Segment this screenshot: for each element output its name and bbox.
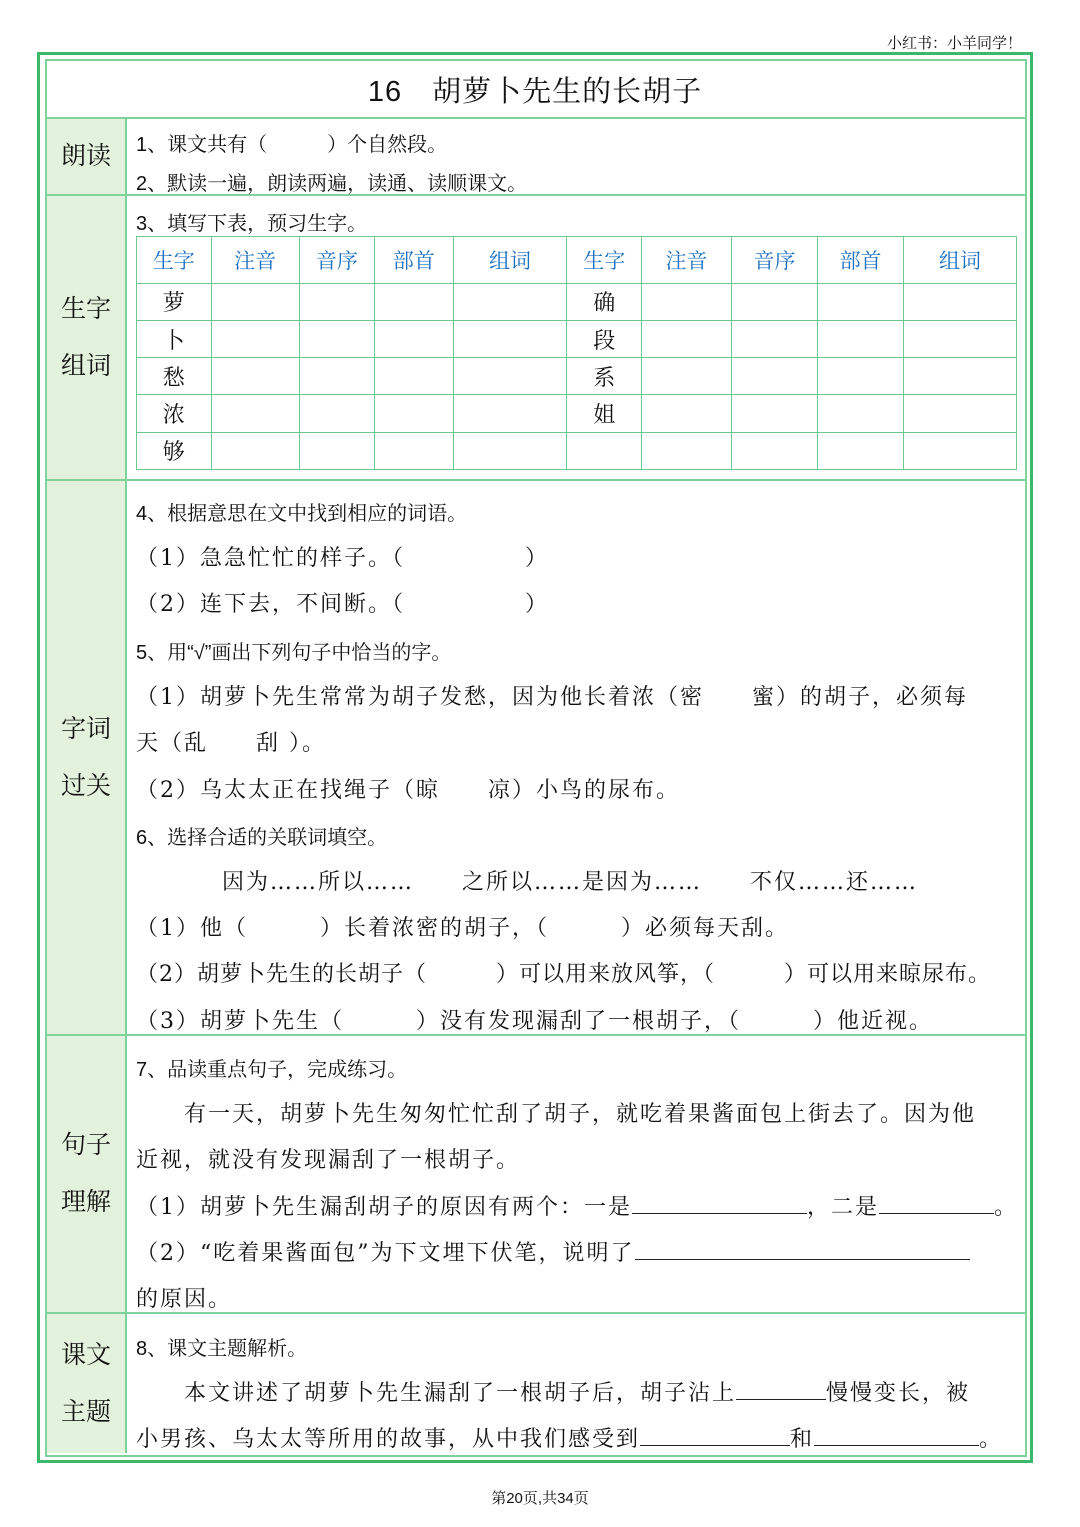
answer-cell[interactable]	[731, 395, 817, 432]
text: 。	[994, 1195, 1019, 1220]
character-cell: 萝	[137, 283, 212, 320]
table-row	[137, 432, 1017, 469]
text: 慢慢变长，被	[826, 1381, 971, 1406]
answer-cell[interactable]	[642, 283, 732, 320]
question-5-1: （1）胡萝卜先生常常为胡子发愁，因为他长着浓（密 蜜）的胡子，必须每	[136, 685, 968, 710]
question-7-2	[136, 1236, 970, 1267]
question-4-1: （1）急急忙忙的样子。（ ）	[136, 546, 549, 571]
section-label-words	[47, 481, 127, 1034]
table-header: 生字	[137, 237, 212, 284]
label-text: 句子	[60, 1131, 111, 1159]
answer-cell[interactable]	[642, 395, 732, 432]
question-1: 1、课文共有（ ）个自然段。	[136, 134, 448, 156]
section-label-theme	[47, 1314, 127, 1453]
answer-cell[interactable]	[642, 320, 732, 357]
question-6-1: （1）他（ ）长着浓密的胡子，（ ）必须每天刮。	[136, 916, 789, 941]
table-header: 组词	[904, 237, 1017, 284]
answer-cell[interactable]	[375, 432, 453, 469]
table-header: 组词	[453, 237, 567, 284]
section-label-reading	[47, 119, 127, 194]
text: （2）“吃着果酱面包”为下文埋下伏笔，说明了	[136, 1241, 635, 1266]
question-5: 5、用“√”画出下列句子中恰当的字。	[136, 642, 452, 664]
text: 。	[979, 1427, 1004, 1452]
character-cell: 确	[567, 283, 642, 320]
theme-line-2	[136, 1422, 1003, 1453]
table-header: 注音	[211, 237, 299, 284]
answer-cell[interactable]	[642, 432, 732, 469]
text: 和	[790, 1427, 815, 1452]
answer-cell[interactable]	[731, 358, 817, 395]
label-text: 组词	[60, 351, 111, 380]
answer-cell[interactable]	[211, 358, 299, 395]
answer-cell[interactable]	[299, 395, 375, 432]
answer-blank[interactable]	[814, 1425, 979, 1446]
table-row	[137, 283, 1017, 320]
character-cell: 卜	[137, 320, 212, 357]
answer-cell[interactable]	[642, 358, 732, 395]
table-header: 部首	[375, 237, 453, 284]
label-text: 理解	[60, 1188, 111, 1216]
answer-blank[interactable]	[632, 1193, 807, 1214]
question-6: 6、选择合适的关联词填空。	[136, 827, 388, 849]
answer-cell[interactable]	[731, 283, 817, 320]
table-row	[137, 320, 1017, 357]
question-5-1-cont: 天（乱 刮 ）。	[136, 731, 326, 756]
character-cell: 系	[567, 358, 642, 395]
question-7-2-cont: 的原因。	[136, 1287, 233, 1312]
table-header: 注音	[642, 237, 732, 284]
page-number: 第20页,共34页	[491, 1490, 589, 1507]
answer-cell[interactable]	[904, 320, 1017, 357]
table-header: 生字	[567, 237, 642, 284]
text: （1）胡萝卜先生漏刮胡子的原因有两个：一是	[136, 1195, 632, 1220]
character-cell: 够	[137, 432, 212, 469]
question-5-2: （2）乌太太正在找绳子（晾 凉）小鸟的尿布。	[136, 778, 680, 803]
question-4: 4、根据意思在文中找到相应的词语。	[136, 503, 468, 525]
table-row	[137, 358, 1017, 395]
answer-blank[interactable]	[879, 1193, 994, 1214]
passage-line-2: 近视，就没有发现漏刮了一根胡子。	[136, 1148, 521, 1173]
answer-cell[interactable]	[375, 395, 453, 432]
answer-cell[interactable]	[299, 320, 375, 357]
character-cell: 浓	[137, 395, 212, 432]
answer-blank[interactable]	[736, 1379, 826, 1400]
answer-cell[interactable]	[904, 283, 1017, 320]
answer-cell[interactable]	[375, 358, 453, 395]
text: 小男孩、乌太太等所用的故事，从中我们感受到	[136, 1427, 641, 1452]
answer-cell[interactable]	[211, 320, 299, 357]
label-text: 字词	[60, 714, 111, 743]
answer-cell[interactable]	[904, 432, 1017, 469]
question-8: 8、课文主题解析。	[136, 1338, 308, 1360]
character-table	[136, 236, 1017, 470]
section-label-characters	[47, 196, 127, 479]
label-text: 生字	[60, 294, 111, 323]
question-7-1	[136, 1190, 1018, 1221]
answer-cell[interactable]	[299, 432, 375, 469]
table-header: 音序	[299, 237, 375, 284]
answer-cell[interactable]	[453, 358, 567, 395]
text: 本文讲述了胡萝卜先生漏刮了一根胡子后，胡子沾上	[136, 1381, 737, 1406]
character-cell: 愁	[137, 358, 212, 395]
answer-cell[interactable]	[211, 432, 299, 469]
label-text: 朗读	[60, 142, 111, 170]
text: ，二是	[807, 1195, 880, 1220]
answer-cell[interactable]	[818, 320, 904, 357]
answer-cell[interactable]	[453, 283, 567, 320]
label-text: 课文	[60, 1340, 111, 1369]
answer-cell[interactable]	[904, 358, 1017, 395]
question-7: 7、品读重点句子，完成练习。	[136, 1059, 408, 1081]
table-header: 部首	[818, 237, 904, 284]
answer-cell[interactable]	[818, 395, 904, 432]
answer-cell[interactable]	[818, 358, 904, 395]
character-cell	[567, 432, 642, 469]
answer-cell[interactable]	[453, 432, 567, 469]
question-4-2: （2）连下去，不间断。（ ）	[136, 592, 549, 617]
character-cell: 姐	[567, 395, 642, 432]
answer-cell[interactable]	[453, 320, 567, 357]
section-label-sentences	[47, 1036, 127, 1312]
table-header: 音序	[731, 237, 817, 284]
label-text: 主题	[60, 1397, 111, 1426]
answer-cell[interactable]	[211, 395, 299, 432]
answer-cell[interactable]	[904, 395, 1017, 432]
answer-cell[interactable]	[299, 283, 375, 320]
answer-cell[interactable]	[818, 283, 904, 320]
answer-cell[interactable]	[818, 432, 904, 469]
conjunction-options: 因为……所以…… 之所以……是因为…… 不仅……还……	[222, 870, 919, 895]
question-3: 3、填写下表，预习生字。	[136, 213, 368, 235]
question-6-3: （3）胡萝卜先生（ ）没有发现漏刮了一根胡子，（ ）他近视。	[136, 1009, 933, 1034]
answer-cell[interactable]	[375, 320, 453, 357]
answer-cell[interactable]	[211, 283, 299, 320]
answer-blank[interactable]	[635, 1239, 970, 1260]
page-title: 16 胡萝卜先生的长胡子	[367, 76, 703, 108]
answer-cell[interactable]	[731, 320, 817, 357]
theme-line-1	[136, 1376, 970, 1407]
source-credit: 小红书：小羊同学！	[886, 35, 1022, 52]
answer-blank[interactable]	[640, 1425, 790, 1446]
answer-cell[interactable]	[453, 395, 567, 432]
table-row	[137, 395, 1017, 432]
question-6-2: （2）胡萝卜先生的长胡子（ ）可以用来放风筝，（ ）可以用来晾尿布。	[136, 962, 991, 987]
question-2: 2、默读一遍，朗读两遍，读通、读顺课文。	[136, 173, 528, 195]
character-cell: 段	[567, 320, 642, 357]
answer-cell[interactable]	[375, 283, 453, 320]
passage-line-1: 有一天，胡萝卜先生匆匆忙忙刮了胡子，就吃着果酱面包上街去了。因为他	[136, 1102, 977, 1127]
answer-cell[interactable]	[299, 358, 375, 395]
label-text: 过关	[60, 771, 111, 800]
answer-cell[interactable]	[731, 432, 817, 469]
